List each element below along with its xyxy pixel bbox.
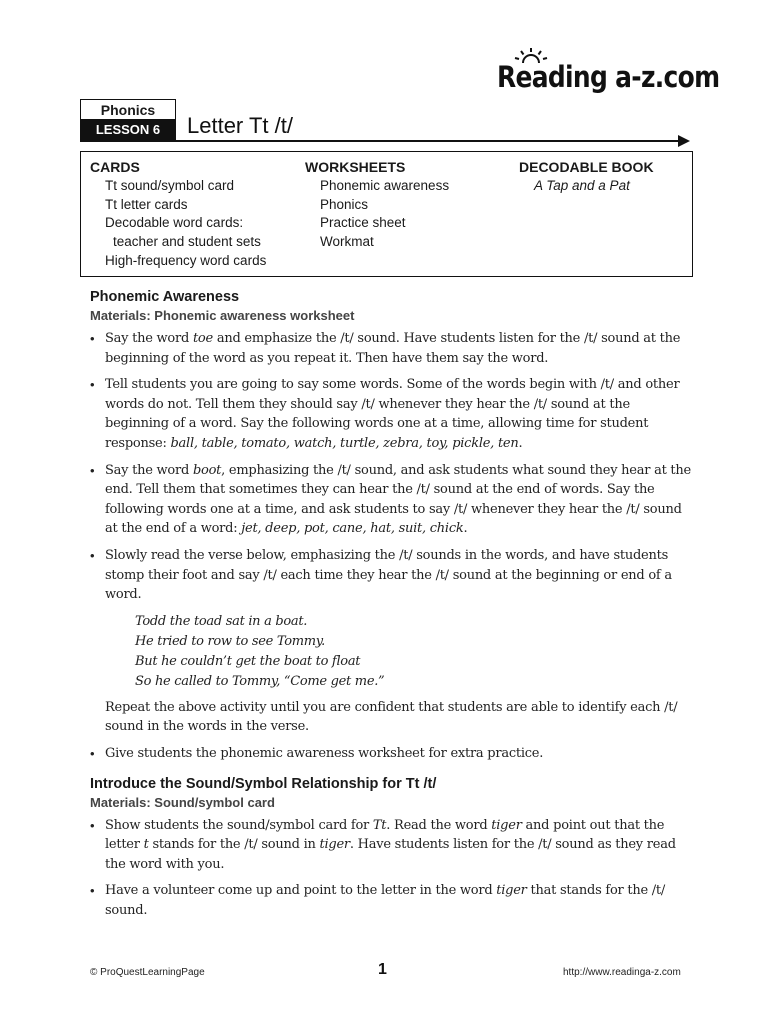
worksheets-item: Workmat [320, 234, 374, 250]
section-title: Phonemic Awareness [90, 289, 240, 305]
cards-column [90, 159, 266, 271]
cards-item: High-frequency word cards [105, 252, 267, 268]
website-link[interactable]: http://www.readinga-z.com [563, 967, 681, 978]
instruction-item: • Give students the phonemic awareness worksheet for extra practice. [90, 744, 692, 764]
section-title: Introduce the Sound/Symbol Relationship for Tt /t/ [90, 775, 437, 792]
section-materials: Materials: Sound/symbol card [90, 794, 275, 810]
instruction-item: • Say the word toe and emphasize the /t/ sound. Have students listen for the /t/ sound at the beginning of the word as you repeat it. Then have them say the word. [90, 329, 692, 368]
worksheets-item: Phonemic awareness [320, 178, 450, 193]
lesson-number: LESSON 6 [80, 119, 176, 141]
arrow-head-icon [678, 135, 690, 147]
logo-text: Reading a-z.com [497, 60, 720, 94]
book-title: A Tap and a Pat [534, 178, 630, 193]
verse-line: He tried to row to see Tommy. [135, 633, 325, 649]
lesson-content [90, 287, 692, 927]
lesson-title: Letter Tt /t/ [187, 113, 293, 138]
cards-heading: CARDS [90, 159, 140, 175]
subject-label: Phonics [80, 99, 176, 120]
verse-line: But he couldn’t get the boat to float [135, 653, 361, 669]
instruction-item: • Say the word boot, emphasizing the /t/ sound, and ask students what sound they hear at the end. Tell them that sometimes they can hear the /t/ sound at the end of words. Say the following words one at a time, and ask students to say /t/ whenever they hear the /t/ sound at the end of a word: jet, deep, pot, cane, hat, suit, chick. [90, 461, 692, 539]
section-materials: Materials: Phonemic awareness worksheet [90, 308, 355, 323]
cards-item: Tt sound/symbol card [105, 178, 235, 193]
worksheets-heading: WORKSHEETS [305, 159, 406, 175]
verse-line: So he called to Tommy, “Come get me.” [135, 673, 385, 689]
materials-box [80, 151, 693, 277]
reading-az-logo [497, 52, 720, 102]
header-divider [80, 140, 680, 142]
instruction-list [90, 329, 692, 605]
worksheets-item: Phonics [320, 196, 369, 212]
instruction-item: • Tell students you are going to say some words. Some of the words begin with /t/ and other words do not. Tell them they should say /t/ whenever they hear the /t/ sound at the beginning of a word. Say the following words one at a time, allowing time for student response: ball, table, tomato, watch, turtle, zebra, toy, pickle, ten. [90, 375, 692, 453]
instruction-list [90, 744, 692, 764]
worksheets-item: Practice sheet [320, 215, 406, 231]
verse-line: Todd the toad sat in a boat. [135, 613, 308, 629]
verse [135, 612, 692, 692]
instruction-item: • Show students the sound/symbol card for Tt. Read the word tiger and point out that the letter t stands for the /t/ sound in tiger. Have students listen for the /t/ sound as they read the word with you. [90, 816, 692, 875]
worksheets-column [305, 159, 449, 252]
book-heading: DECODABLE BOOK [519, 159, 654, 175]
cards-item: teacher and student sets [113, 234, 261, 250]
page-number: 1 [378, 961, 387, 978]
cards-item: Tt letter cards [105, 196, 188, 212]
instruction-list [90, 816, 692, 921]
book-column [519, 159, 654, 196]
instruction-item: • Have a volunteer come up and point to the letter in the word tiger that stands for the /t/ sound. [90, 881, 692, 920]
copyright: © ProQuestLearningPage [90, 967, 205, 978]
repeat-note: Repeat the above activity until you are confident that students are able to identify each /t/ sound in the words in the verse. [105, 699, 678, 735]
instruction-item: • Slowly read the verse below, emphasizing the /t/ sounds in the words, and have students stomp their foot and say /t/ each time they hear the /t/ sound at the beginning or end of a word. [90, 546, 692, 605]
cards-item: Decodable word cards: [105, 215, 244, 231]
